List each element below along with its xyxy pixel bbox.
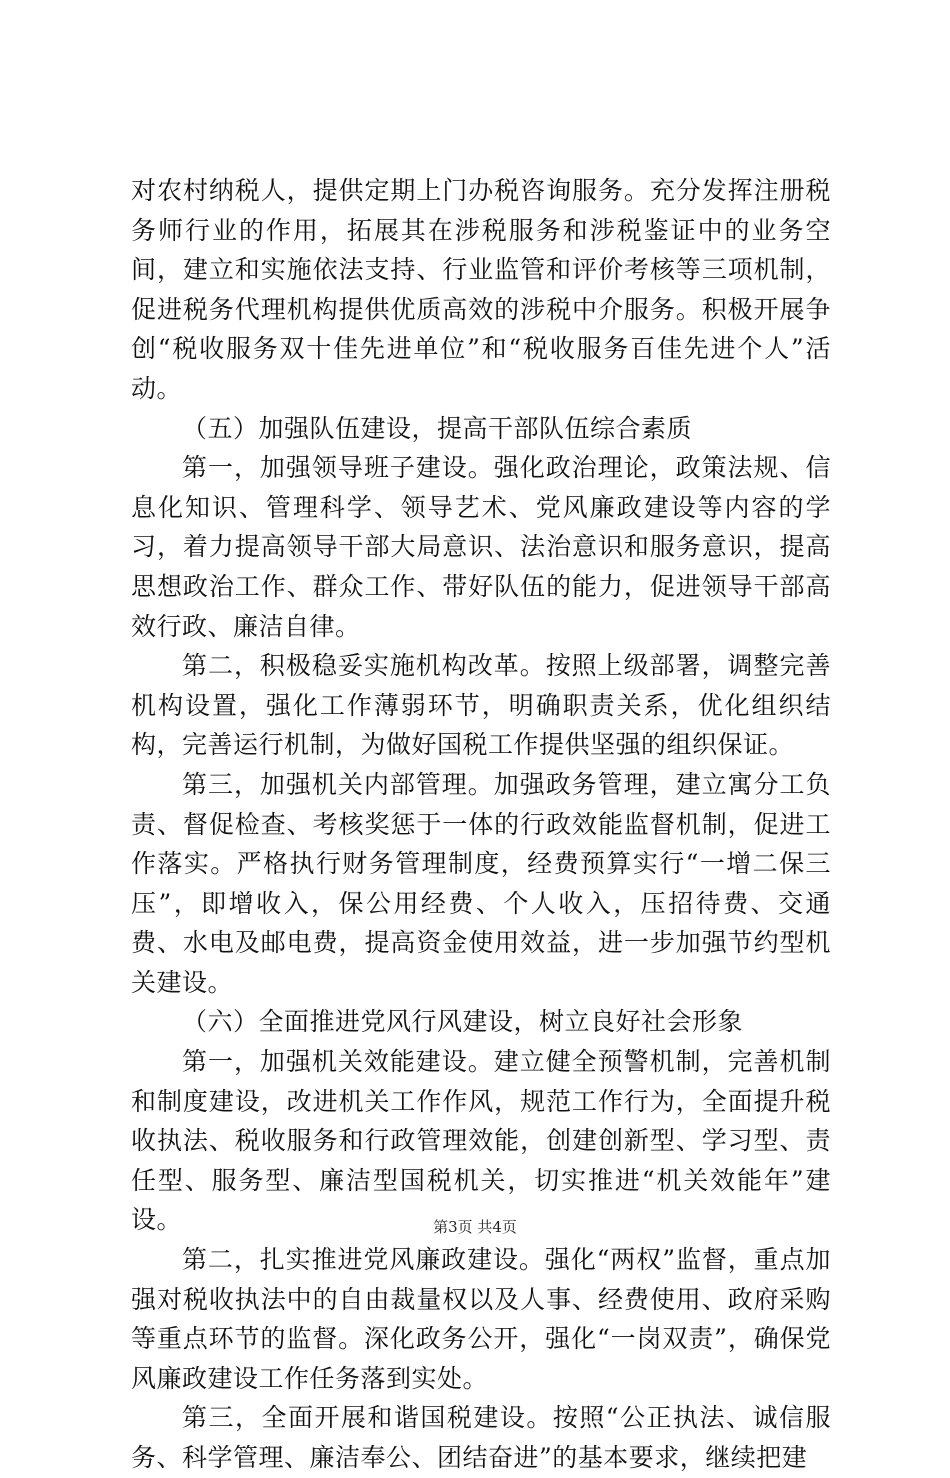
section-heading-six: （六）全面推进党风行风建设，树立良好社会形象 [182, 1007, 744, 1037]
section-heading-five: （五）加强队伍建设，提高干部队伍综合素质 [182, 413, 693, 443]
paragraph-continuation: 对农村纳税人，提供定期上门办税咨询服务。充分发挥注册税务师行业的作用，拓展其在涉税服务和涉税鉴证中的业务空间，建立和实施依法支持、行业监管和评价考核等三项机制，促进税务代理机构提供优质高效的涉税中介服务。积极开展争创“税收服务双十佳先进单位”和“税收服务百佳先进个人”活动。 [131, 176, 831, 403]
document-body [131, 171, 831, 1478]
paragraph-institutional-reform: 第二，积极稳妥实施机构改革。按照上级部署，调整完善机构设置，强化工作薄弱环节，明确职责关系，优化组织结构，完善运行机制，为做好国税工作提供坚强的组织保证。 [131, 651, 831, 760]
paragraph-integrity-building: 第二，扎实推进党风廉政建设。强化“两权”监督，重点加强对税收执法中的自由裁量权以及人事、经费使用、政府采购等重点环节的监督。深化政务公开，强化“一岗双责”，确保党风廉政建设工作任务落到实处。 [131, 1245, 831, 1393]
paragraph-internal-management: 第三，加强机关内部管理。加强政务管理，建立寓分工负责、督促检查、考核奖惩于一体的行政效能监督机制，促进工作落实。严格执行财务管理制度，经费预算实行“一增二保三压”，即增收入，保公用经费、个人收入，压招待费、交通费、水电及邮电费，提高资金使用效益，进一步加强节约型机关建设。 [131, 769, 831, 997]
paragraph-harmony-building: 第三，全面开展和谐国税建设。按照“公正执法、诚信服务、科学管理、廉洁奉公、团结奋进”的基本要求，继续把建 [131, 1403, 831, 1472]
page-number: 第3页 共4页 [433, 1218, 517, 1236]
paragraph-efficiency-building: 第一，加强机关效能建设。建立健全预警机制，完善机制和制度建设，改进机关工作作风，规范工作行为，全面提升税收执法、税收服务和行政管理效能，创建创新型、学习型、责任型、服务型、廉洁型国税机关，切实推进“机关效能年”建设。 [131, 1047, 831, 1235]
page-footer [0, 1217, 950, 1237]
paragraph-leadership-building: 第一，加强领导班子建设。强化政治理论，政策法规、信息化知识、管理科学、领导艺术、党风廉政建设等内容的学习，着力提高领导干部大局意识、法治意识和服务意识，提高思想政治工作、群众工作、带好队伍的能力，促进领导干部高效行政、廉洁自律。 [131, 453, 831, 641]
